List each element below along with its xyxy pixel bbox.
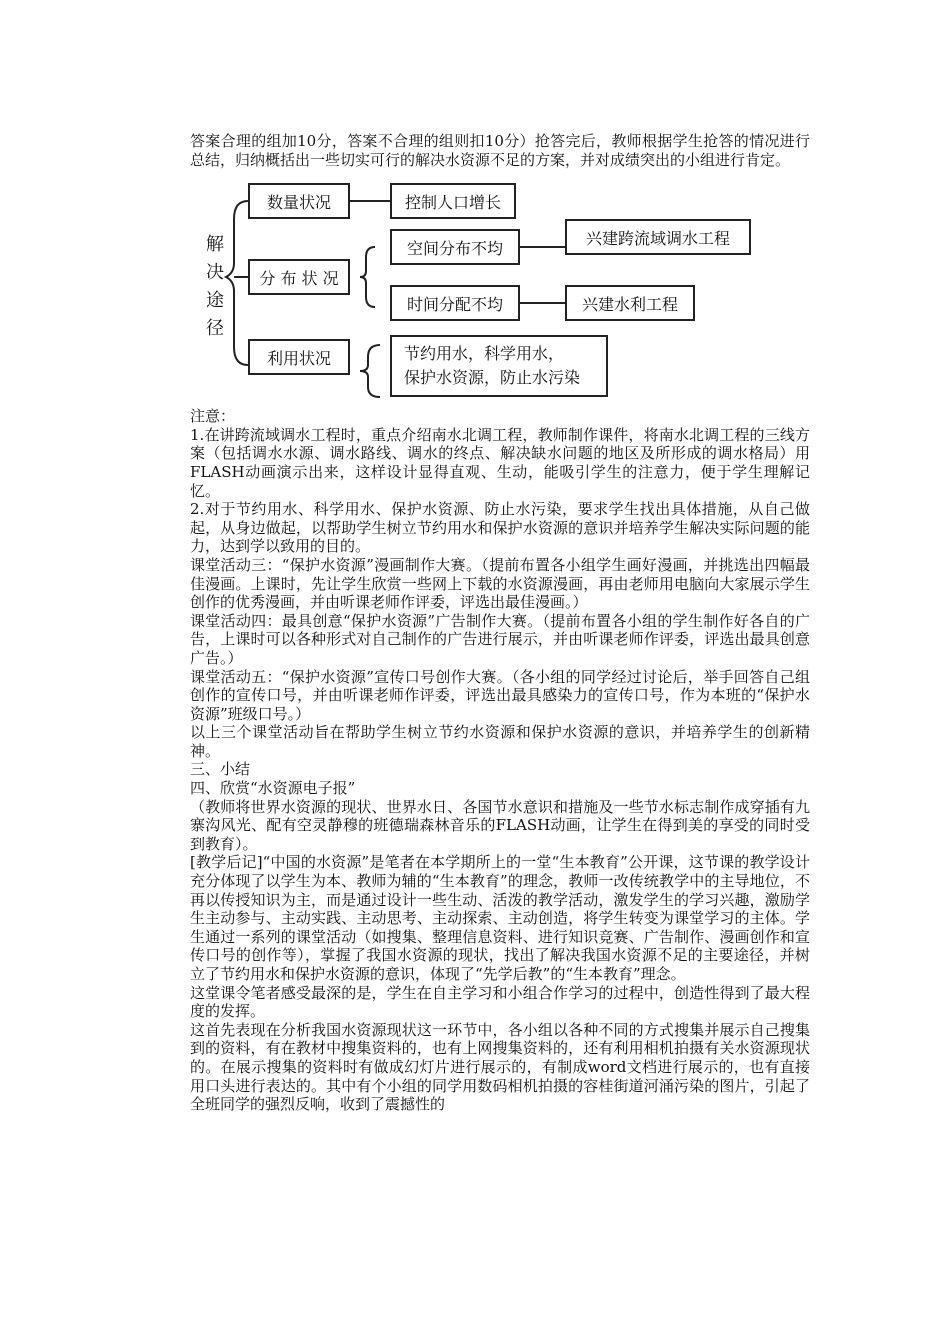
section-heading: 四、欣赏“水资源电子报” xyxy=(190,779,356,798)
root-char: 径 xyxy=(206,318,224,340)
root-char: 决 xyxy=(206,262,224,284)
distribution-box: 分 布 状 况 xyxy=(248,259,350,295)
paragraph: （教师将世界水资源的现状、世界水日、各国节水意识和措施及一些节水标志制作成穿插有九寨沟风光、配有空灵静穆的班德瑞森林音乐的FLASH动画，让学生在得到美的享受的同时受到教育）。 xyxy=(190,797,810,853)
cross-basin-box: 兴建跨流域调水工程 xyxy=(565,219,751,255)
paragraph: 课堂活动五：“保护水资源”宣传口号创作大赛。（各小组的同学经过讨论后，举手回答自己组创作的宣传口号，并由听课老师作评委，评选出最具感染力的宣传口号，作为本班的“保护水资源”班级口号。） xyxy=(190,667,810,723)
diagram-root-label xyxy=(200,231,230,343)
paragraph: 课堂活动三：“保护水资源”漫画制作大赛。（提前布置各小组学生画好漫画，并挑选出四幅最佳漫画。上课时，先让学生欣赏一些网上下载的水资源漫画，再由老师用电脑向大家展示学生创作的优秀漫画，并由听课老师作评委，评选出最佳漫画。） xyxy=(190,555,810,612)
usage-measures-box xyxy=(390,335,608,397)
spatial-box: 空间分布不均 xyxy=(390,229,520,265)
paragraph: 这堂课令笔者感受最深的是，学生在自主学习和小组合作学习的过程中，创造性得到了最大程度的发挥。 xyxy=(190,983,810,1021)
intro-paragraph: 答案合理的组加10分，答案不合理的组则扣10分）抢答完后，教师根据学生抢答的情况进行总结，归纳概括出一些切实可行的解决水资源不足的方案，并对成绩突出的小组进行肯定。 xyxy=(190,132,810,169)
root-char: 解 xyxy=(206,234,224,256)
paragraph: 注意： xyxy=(190,407,236,426)
paragraph: 这首先表现在分析我国水资源现状这一环节中，各小组以各种不同的方式搜集并展示自己搜集到的资料，有在教材中搜集资料的，也有上网搜集资料的，还有利用相机拍摄有关水资源现状的。在展示搜集的资料时有做成幻灯片进行展示的，有制成word文档进行展示的，也有直接用口头进行表达的。其中有个小组的同学用数码相机拍摄的容桂街道河涌污染的图片，引起了全班同学的强烈反响，收到了震撼性的 xyxy=(190,1020,810,1114)
temporal-box: 时间分配不均 xyxy=(390,285,520,321)
quantity-box: 数量状况 xyxy=(248,183,350,219)
paragraph: [教学后记]“中国的水资源”是笔者在本学期所上的一堂“生本教育”公开课，这节课的教学设计充分体现了以学生为本、教师为辅的“生本教育”的理念，教师一改传统教学中的主导地位，不再以传授知识为主，而是通过设计一些生动、活泼的教学活动，激发学生的学习兴趣，激励学生主动参与、主动实践、主动思考、主动探索、主动创造，将学生转变为课堂学习的主体。学生通过一系列的课堂活动（如搜集、整理信息资料、进行知识竞赛、广告制作、漫画创作和宣传口号的创作等），掌握了我国水资源的现状，找出了解决我国水资源不足的主要途径，并树立了节约用水和保护水资源的意识，体现了“先学后教”的“生本教育”理念。 xyxy=(190,853,810,983)
root-char: 途 xyxy=(206,290,224,312)
water-works-box: 兴建水利工程 xyxy=(565,285,695,321)
paragraph: 1.在讲跨流域调水工程时，重点介绍南水北调工程，教师制作课件，将南水北调工程的三线方案（包括调水水源、调水路线、调水的终点、解决缺水问题的地区及所形成的调水格局）用FLASH动画演示出来，这样设计显得直观、生动，能吸引学生的注意力，便于学生理解记忆。 xyxy=(190,425,810,500)
section-heading: 三、小结 xyxy=(190,760,251,779)
usage-box: 利用状况 xyxy=(248,339,350,375)
paragraph: 2.对于节约用水、科学用水、保护水资源、防止水污染，要求学生找出具体措施，从自己做起，从身边做起，以帮助学生树立节约用水和保护水资源的意识并培养学生解决实际问题的能力，达到学以致用的目的。 xyxy=(190,500,810,556)
document-page xyxy=(190,132,810,1114)
control-population-box: 控制人口增长 xyxy=(390,183,516,219)
usage-measures-line: 保护水资源，防止水污染 xyxy=(404,368,581,388)
paragraph: 以上三个课堂活动旨在帮助学生树立节约水资源和保护水资源的意识，并培养学生的创新精神。 xyxy=(190,723,810,760)
paragraph: 课堂活动四：最具创意“保护水资源”广告制作大赛。（提前布置各小组的学生制作好各自的广告，上课时可以各种形式对自己制作的广告进行展示，并由听课老师作评委，评选出最具创意广告。） xyxy=(190,611,810,667)
solution-diagram xyxy=(190,175,810,401)
usage-measures-line: 节约用水，科学用水， xyxy=(404,344,565,364)
